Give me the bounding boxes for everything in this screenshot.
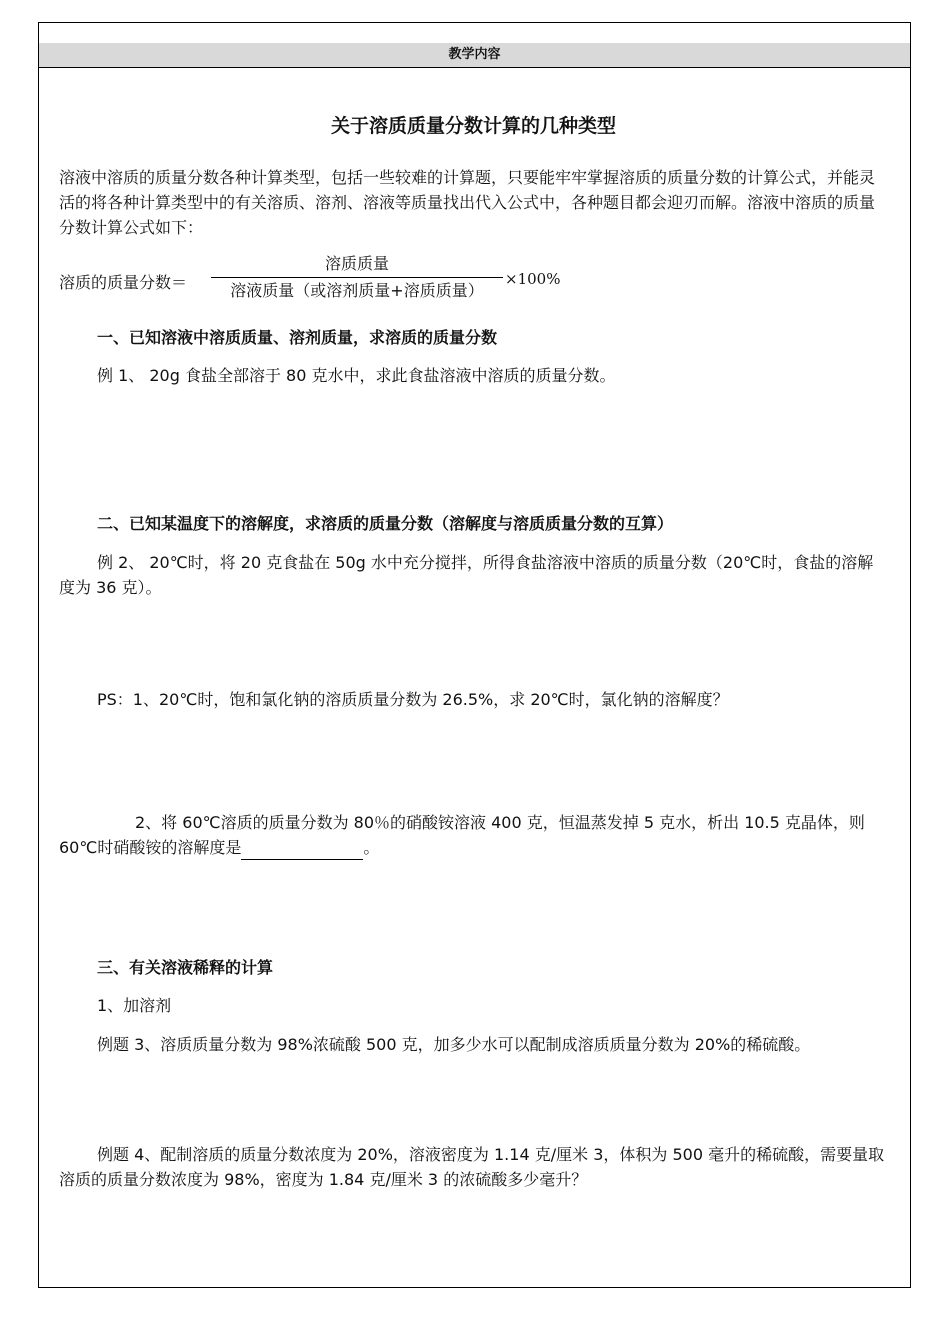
- section3-heading: 三、有关溶液稀释的计算: [97, 958, 274, 977]
- example-3: 例题 3、溶质质量分数为 98%浓硫酸 500 克，加多少水可以配制成溶质质量分数为 20%的稀硫酸。: [97, 1035, 811, 1054]
- ps-question-2-end: 。: [363, 838, 380, 857]
- section3-sub1: 1、加溶剂: [97, 996, 172, 1015]
- example-4: 例题 4、配制溶质的质量分数浓度为 20%，溶液密度为 1.14 克/厘米 3，体积为 500 毫升的稀硫酸，需要量取溶质的质量分数浓度为 98%，密度为 1.84 克/厘米 3 的浓硫酸多少毫升？: [59, 1145, 885, 1189]
- formula-denominator: 溶液质量（或溶剂质量+溶质质量）: [230, 281, 484, 300]
- page-title: 关于溶质质量分数计算的几种类型: [330, 115, 616, 137]
- fraction-bar: [211, 277, 503, 278]
- header-label: 教学内容: [39, 43, 910, 68]
- header-spacer: [39, 23, 910, 44]
- example-1: 例 1、 20g 食盐全部溶于 80 克水中，求此食盐溶液中溶质的质量分数。: [97, 366, 616, 385]
- ps-question-2-text: 2、将 60℃溶质的质量分数为 80％的硝酸铵溶液 400 克，恒温蒸发掉 5 克水，析出 10.5 克晶体，则 60℃时硝酸铵的溶解度是: [59, 813, 865, 857]
- formula-multiplier: ×100%: [505, 270, 561, 288]
- mass-fraction-formula: [59, 252, 619, 308]
- document-frame: [38, 22, 911, 1288]
- section2-heading: 二、已知某温度下的溶解度，求溶质的质量分数（溶解度与溶质质量分数的互算）: [97, 514, 674, 533]
- formula-lhs: 溶质的质量分数＝: [59, 273, 188, 292]
- ps-question-2: [59, 810, 888, 860]
- formula-fraction: [211, 252, 503, 303]
- example-2: 例 2、 20℃时，将 20 克食盐在 50g 水中充分搅拌，所得食盐溶液中溶质的质量分数（20℃时，食盐的溶解度为 36 克）。: [59, 553, 874, 597]
- formula-numerator: 溶质质量: [324, 254, 389, 273]
- section1-heading: 一、已知溶液中溶质质量、溶剂质量，求溶质的质量分数: [97, 328, 498, 347]
- ps-question-1: PS：1、20℃时，饱和氯化钠的溶质质量分数为 26.5%，求 20℃时，氯化钠的溶解度？: [97, 690, 729, 709]
- answer-blank[interactable]: [241, 841, 363, 860]
- intro-paragraph: 溶液中溶质的质量分数各种计算类型，包括一些较难的计算题，只要能牢牢掌握溶质的质量分数的计算公式，并能灵活的将各种计算类型中的有关溶质、溶剂、溶液等质量找出代入公式中，各种题目都会迎刃而解。溶液中溶质的质量分数计算公式如下：: [59, 168, 876, 237]
